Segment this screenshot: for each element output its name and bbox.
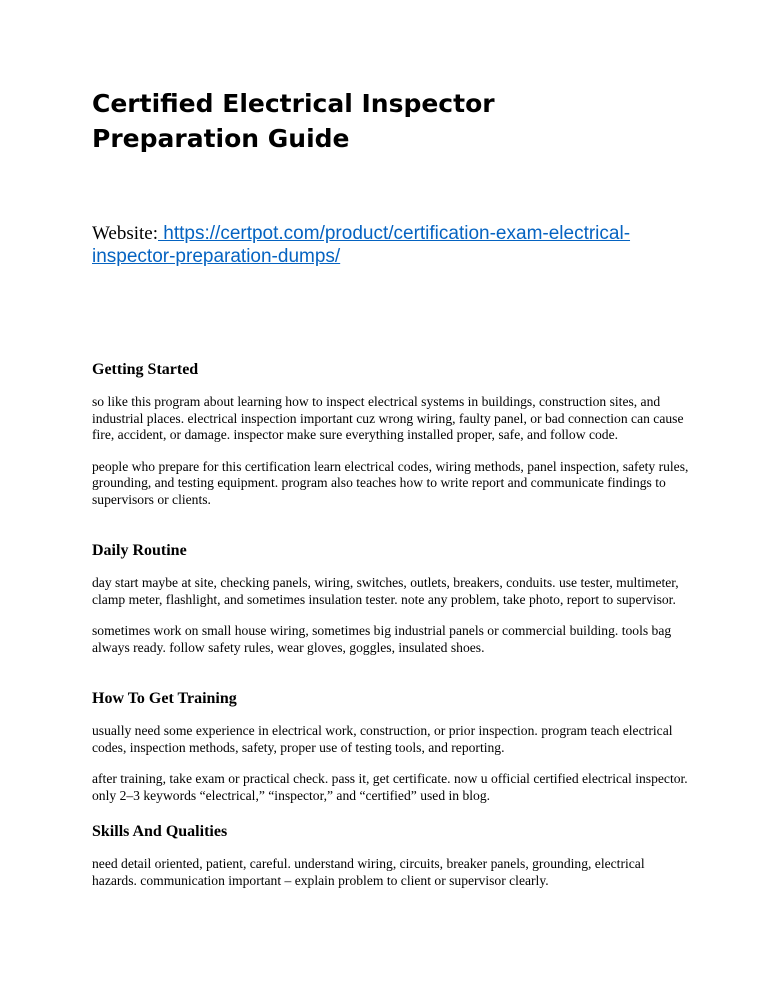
section-skills-and-qualities [92, 822, 692, 904]
section-heading: How To Get Training [92, 690, 237, 707]
section-paragraph: day start maybe at site, checking panels, wiring, switches, outlets, breakers, conduits. use tester, multimeter, clamp meter, flashlight, and sometimes insulation tester. note any problem, take photo, report to supervisor. [92, 575, 679, 607]
website-link[interactable]: https://certpot.com/product/certification-exam-electrical-inspector-preparation-dumps/ [92, 223, 631, 267]
section-paragraph: people who prepare for this certification learn electrical codes, wiring methods, panel inspection, safety rules, grounding, and testing equipment. program also teaches how to write report and communicate findings to supervisors or clients. [92, 458, 689, 507]
section-heading: Getting Started [92, 361, 199, 378]
website-label: Website: [92, 223, 159, 244]
section-paragraph: need detail oriented, patient, careful. understand wiring, circuits, breaker panels, grounding, electrical hazards. communication important – explain problem to client or supervisor clearly. [92, 856, 645, 888]
section-getting-started [92, 360, 692, 523]
website-line [92, 222, 672, 268]
document-title: Certified Electrical Inspector Preparation Guide [92, 89, 495, 153]
section-paragraph: usually need some experience in electrical work, construction, or prior inspection. program teach electrical codes, inspection methods, safety, proper use of testing tools, and reporting. [92, 723, 673, 755]
section-paragraph: so like this program about learning how to inspect electrical systems in buildings, construction sites, and industrial places. electrical inspection important cuz wrong wiring, faulty panel, or bad connection can cause fire, accident, or damage. inspector make sure everything installed proper, safe, and follow code. [92, 394, 684, 442]
section-heading: Skills And Qualities [92, 823, 228, 840]
section-paragraph: after training, take exam or practical check. pass it, get certificate. now u official certified electrical inspector. only 2–3 keywords “electrical,” “inspector,” and “certified” used in blog. [92, 771, 688, 803]
section-paragraph: sometimes work on small house wiring, sometimes big industrial panels or commercial building. tools bag always ready. follow safety rules, wear gloves, goggles, insulated shoes. [92, 623, 672, 655]
section-heading: Daily Routine [92, 542, 187, 559]
section-daily-routine [92, 541, 692, 671]
section-how-to-get-training [92, 689, 692, 819]
